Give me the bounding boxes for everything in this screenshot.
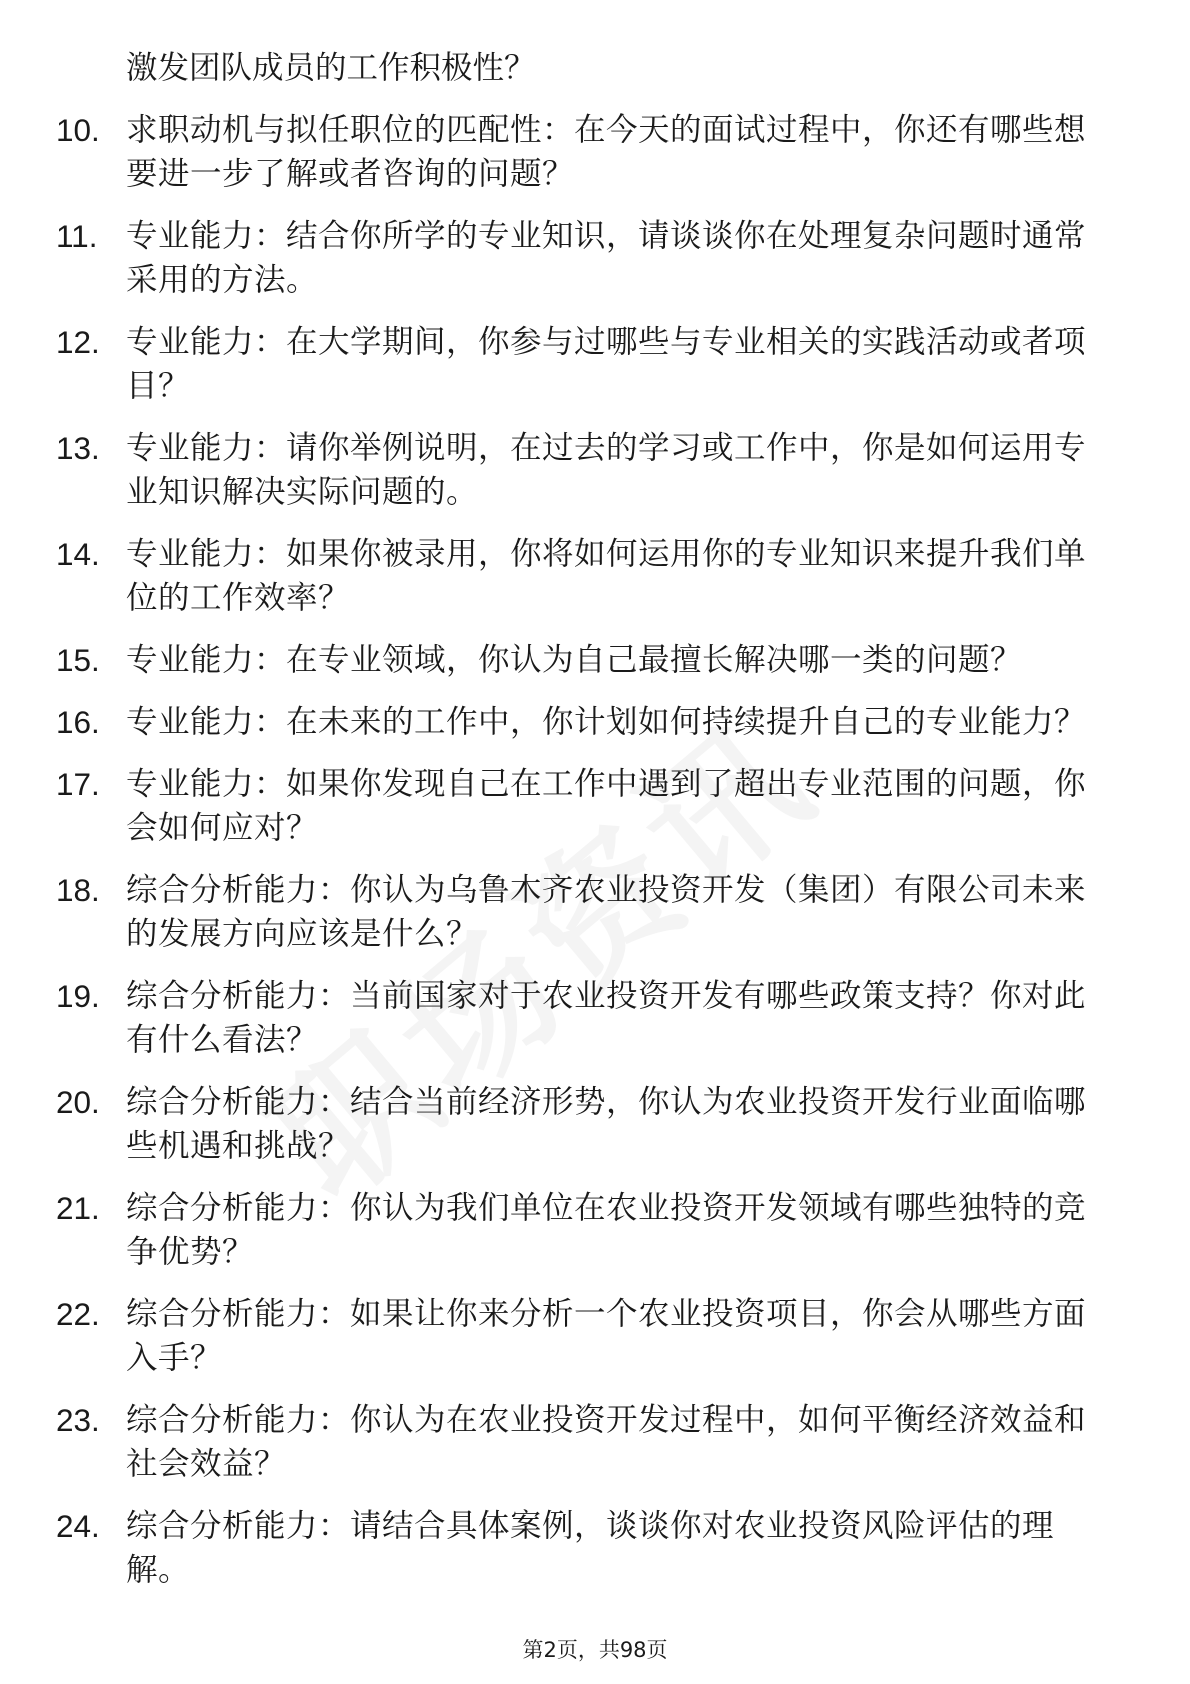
question-item: [0, 426, 1190, 514]
question-text: 综合分析能力：当前国家对于农业投资开发有哪些政策支持？你对此有什么看法？: [126, 978, 1087, 1058]
question-item: [0, 700, 1190, 744]
question-item: [0, 532, 1190, 620]
question-text: 综合分析能力：你认为乌鲁木齐农业投资开发（集团）有限公司未来的发展方向应该是什么？: [126, 872, 1087, 952]
question-text: 专业能力：如果你被录用，你将如何运用你的专业知识来提升我们单位的工作效率？: [126, 536, 1087, 616]
question-text: 求职动机与拟任职位的匹配性：在今天的面试过程中，你还有哪些想要进一步了解或者咨询的问题？: [126, 112, 1087, 192]
question-number: 23.: [56, 1402, 100, 1438]
question-text: 专业能力：在专业领域，你认为自己最擅长解决哪一类的问题？: [126, 642, 1023, 678]
question-item: [0, 320, 1190, 408]
question-number: 14.: [56, 536, 100, 572]
question-item: [0, 1504, 1190, 1592]
question-number: 13.: [56, 430, 100, 466]
question-list: [0, 46, 1190, 1610]
question-text: 综合分析能力：如果让你来分析一个农业投资项目，你会从哪些方面入手？: [126, 1296, 1087, 1376]
question-item: [0, 638, 1190, 682]
question-text: 专业能力：如果你发现自己在工作中遇到了超出专业范围的问题，你会如何应对？: [126, 766, 1087, 846]
question-item: [0, 1292, 1190, 1380]
question-item: [0, 868, 1190, 956]
continued-question-text: 激发团队成员的工作积极性？: [126, 50, 536, 86]
question-number: 22.: [56, 1296, 100, 1332]
question-text: 综合分析能力：你认为在农业投资开发过程中，如何平衡经济效益和社会效益？: [126, 1402, 1087, 1482]
question-text: 综合分析能力：你认为我们单位在农业投资开发领域有哪些独特的竞争优势？: [126, 1190, 1087, 1270]
question-number: 12.: [56, 324, 100, 360]
question-number: 17.: [56, 766, 100, 802]
question-number: 21.: [56, 1190, 100, 1226]
question-number: 18.: [56, 872, 100, 908]
question-text: 专业能力：请你举例说明，在过去的学习或工作中，你是如何运用专业知识解决实际问题的。: [126, 430, 1087, 510]
question-item: [0, 1398, 1190, 1486]
page-number-footer: 第2页，共98页: [522, 1638, 668, 1662]
question-item: [0, 974, 1190, 1062]
question-text: 综合分析能力：结合当前经济形势，你认为农业投资开发行业面临哪些机遇和挑战？: [126, 1084, 1087, 1164]
question-text: 专业能力：在大学期间，你参与过哪些与专业相关的实践活动或者项目？: [126, 324, 1087, 404]
question-number: 11.: [56, 218, 98, 254]
question-number: 20.: [56, 1084, 100, 1120]
question-text: 专业能力：结合你所学的专业知识，请谈谈你在处理复杂问题时通常采用的方法。: [126, 218, 1087, 298]
question-item: [0, 762, 1190, 850]
question-item: [0, 108, 1190, 196]
question-text: 专业能力：在未来的工作中，你计划如何持续提升自己的专业能力？: [126, 704, 1087, 740]
question-text: 综合分析能力：请结合具体案例，谈谈你对农业投资风险评估的理解。: [126, 1508, 1055, 1588]
question-number: 24.: [56, 1508, 100, 1544]
question-item: [0, 1080, 1190, 1168]
question-item: [0, 214, 1190, 302]
question-item: [0, 1186, 1190, 1274]
question-number: 15.: [56, 642, 100, 678]
question-number: 16.: [56, 704, 100, 740]
question-number: 10.: [56, 112, 100, 148]
question-number: 19.: [56, 978, 100, 1014]
